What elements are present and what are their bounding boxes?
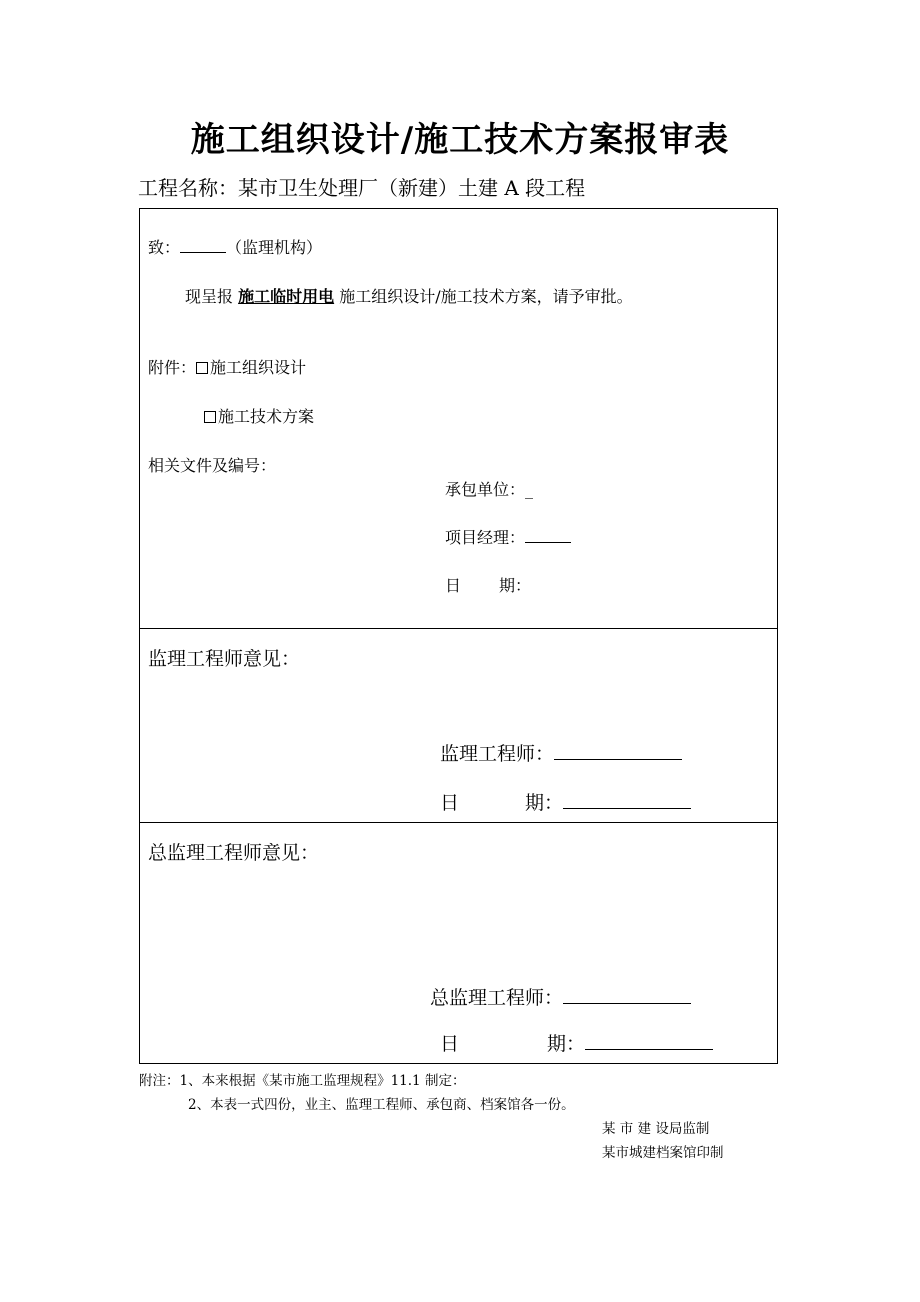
chief-supervisor-opinion-heading: 总监理工程师意见： xyxy=(148,842,320,864)
supervisor-date-blank xyxy=(563,807,691,809)
attachment-option-1: 施工组织设计 xyxy=(210,358,307,377)
date-label-2b: 期： xyxy=(525,792,564,814)
chief-supervisor-sign-blank xyxy=(563,1002,691,1004)
printer-note: 某市城建档案馆印制 xyxy=(602,1145,724,1161)
date-label-3a: 日 xyxy=(440,1033,460,1055)
attachment-line-1 xyxy=(148,355,306,378)
date-label-1b: 期： xyxy=(499,576,532,595)
date-label-1a: 日 xyxy=(445,576,462,595)
chief-supervisor-sign-label: 总监理工程师： xyxy=(430,987,564,1009)
contractor-value: _ xyxy=(525,480,534,499)
submission-item: 施工临时用电 xyxy=(238,287,335,306)
form-table xyxy=(139,208,778,1064)
chief-supervisor-date-blank xyxy=(585,1048,713,1050)
project-name-label: 工程名称： xyxy=(138,176,238,200)
supervisor-sign-blank xyxy=(554,758,682,760)
addressee-line xyxy=(148,235,322,258)
submission-suffix: 施工组织设计/施工技术方案，请予审批。 xyxy=(339,287,633,306)
contractor-label: 承包单位： xyxy=(445,480,526,499)
date-label-3b: 期： xyxy=(547,1033,586,1055)
divider-2 xyxy=(139,822,778,823)
project-manager-line xyxy=(445,525,571,548)
supervisor-sign-line xyxy=(440,739,682,766)
date-line-1 xyxy=(445,573,531,596)
checkbox-construction-design[interactable] xyxy=(196,362,208,374)
attachment-option-2: 施工技术方案 xyxy=(218,407,315,426)
submission-prefix: 现呈报 xyxy=(185,287,234,306)
checkbox-technical-plan[interactable] xyxy=(204,411,216,423)
attachment-line-2 xyxy=(204,404,314,427)
date-line-3 xyxy=(440,1029,713,1056)
divider-1 xyxy=(139,628,778,629)
addressee-blank xyxy=(180,251,226,253)
project-manager-label: 项目经理： xyxy=(445,528,526,547)
form-title: 施工组织设计/施工技术方案报审表 xyxy=(190,120,730,160)
supervisor-opinion-heading: 监理工程师意见： xyxy=(148,648,301,670)
project-name-line xyxy=(138,172,585,201)
project-name-value: 某市卫生处理厂（新建）土建 A 段工程 xyxy=(238,176,586,200)
supervisor-sign-label: 监理工程师： xyxy=(440,743,555,765)
addressee-prefix: 致： xyxy=(148,238,181,257)
submission-line xyxy=(185,284,633,307)
related-docs-label: 相关文件及编号： xyxy=(148,456,277,475)
footnote-1: 附注：1、本来根据《某市施工监理规程》11.1 制定： xyxy=(139,1073,466,1089)
issuer-note: 某 市 建 设局监制 xyxy=(602,1121,710,1137)
contractor-line xyxy=(445,477,533,500)
project-manager-blank xyxy=(525,541,571,543)
chief-supervisor-sign-line xyxy=(430,983,691,1010)
date-label-2a: 日 xyxy=(440,792,460,814)
addressee-suffix: （监理机构） xyxy=(226,238,323,257)
date-line-2 xyxy=(440,788,691,815)
footnote-2: 2、本表一式四份，业主、监理工程师、承包商、档案馆各一份。 xyxy=(188,1097,575,1113)
attachment-label: 附件： xyxy=(148,358,197,377)
